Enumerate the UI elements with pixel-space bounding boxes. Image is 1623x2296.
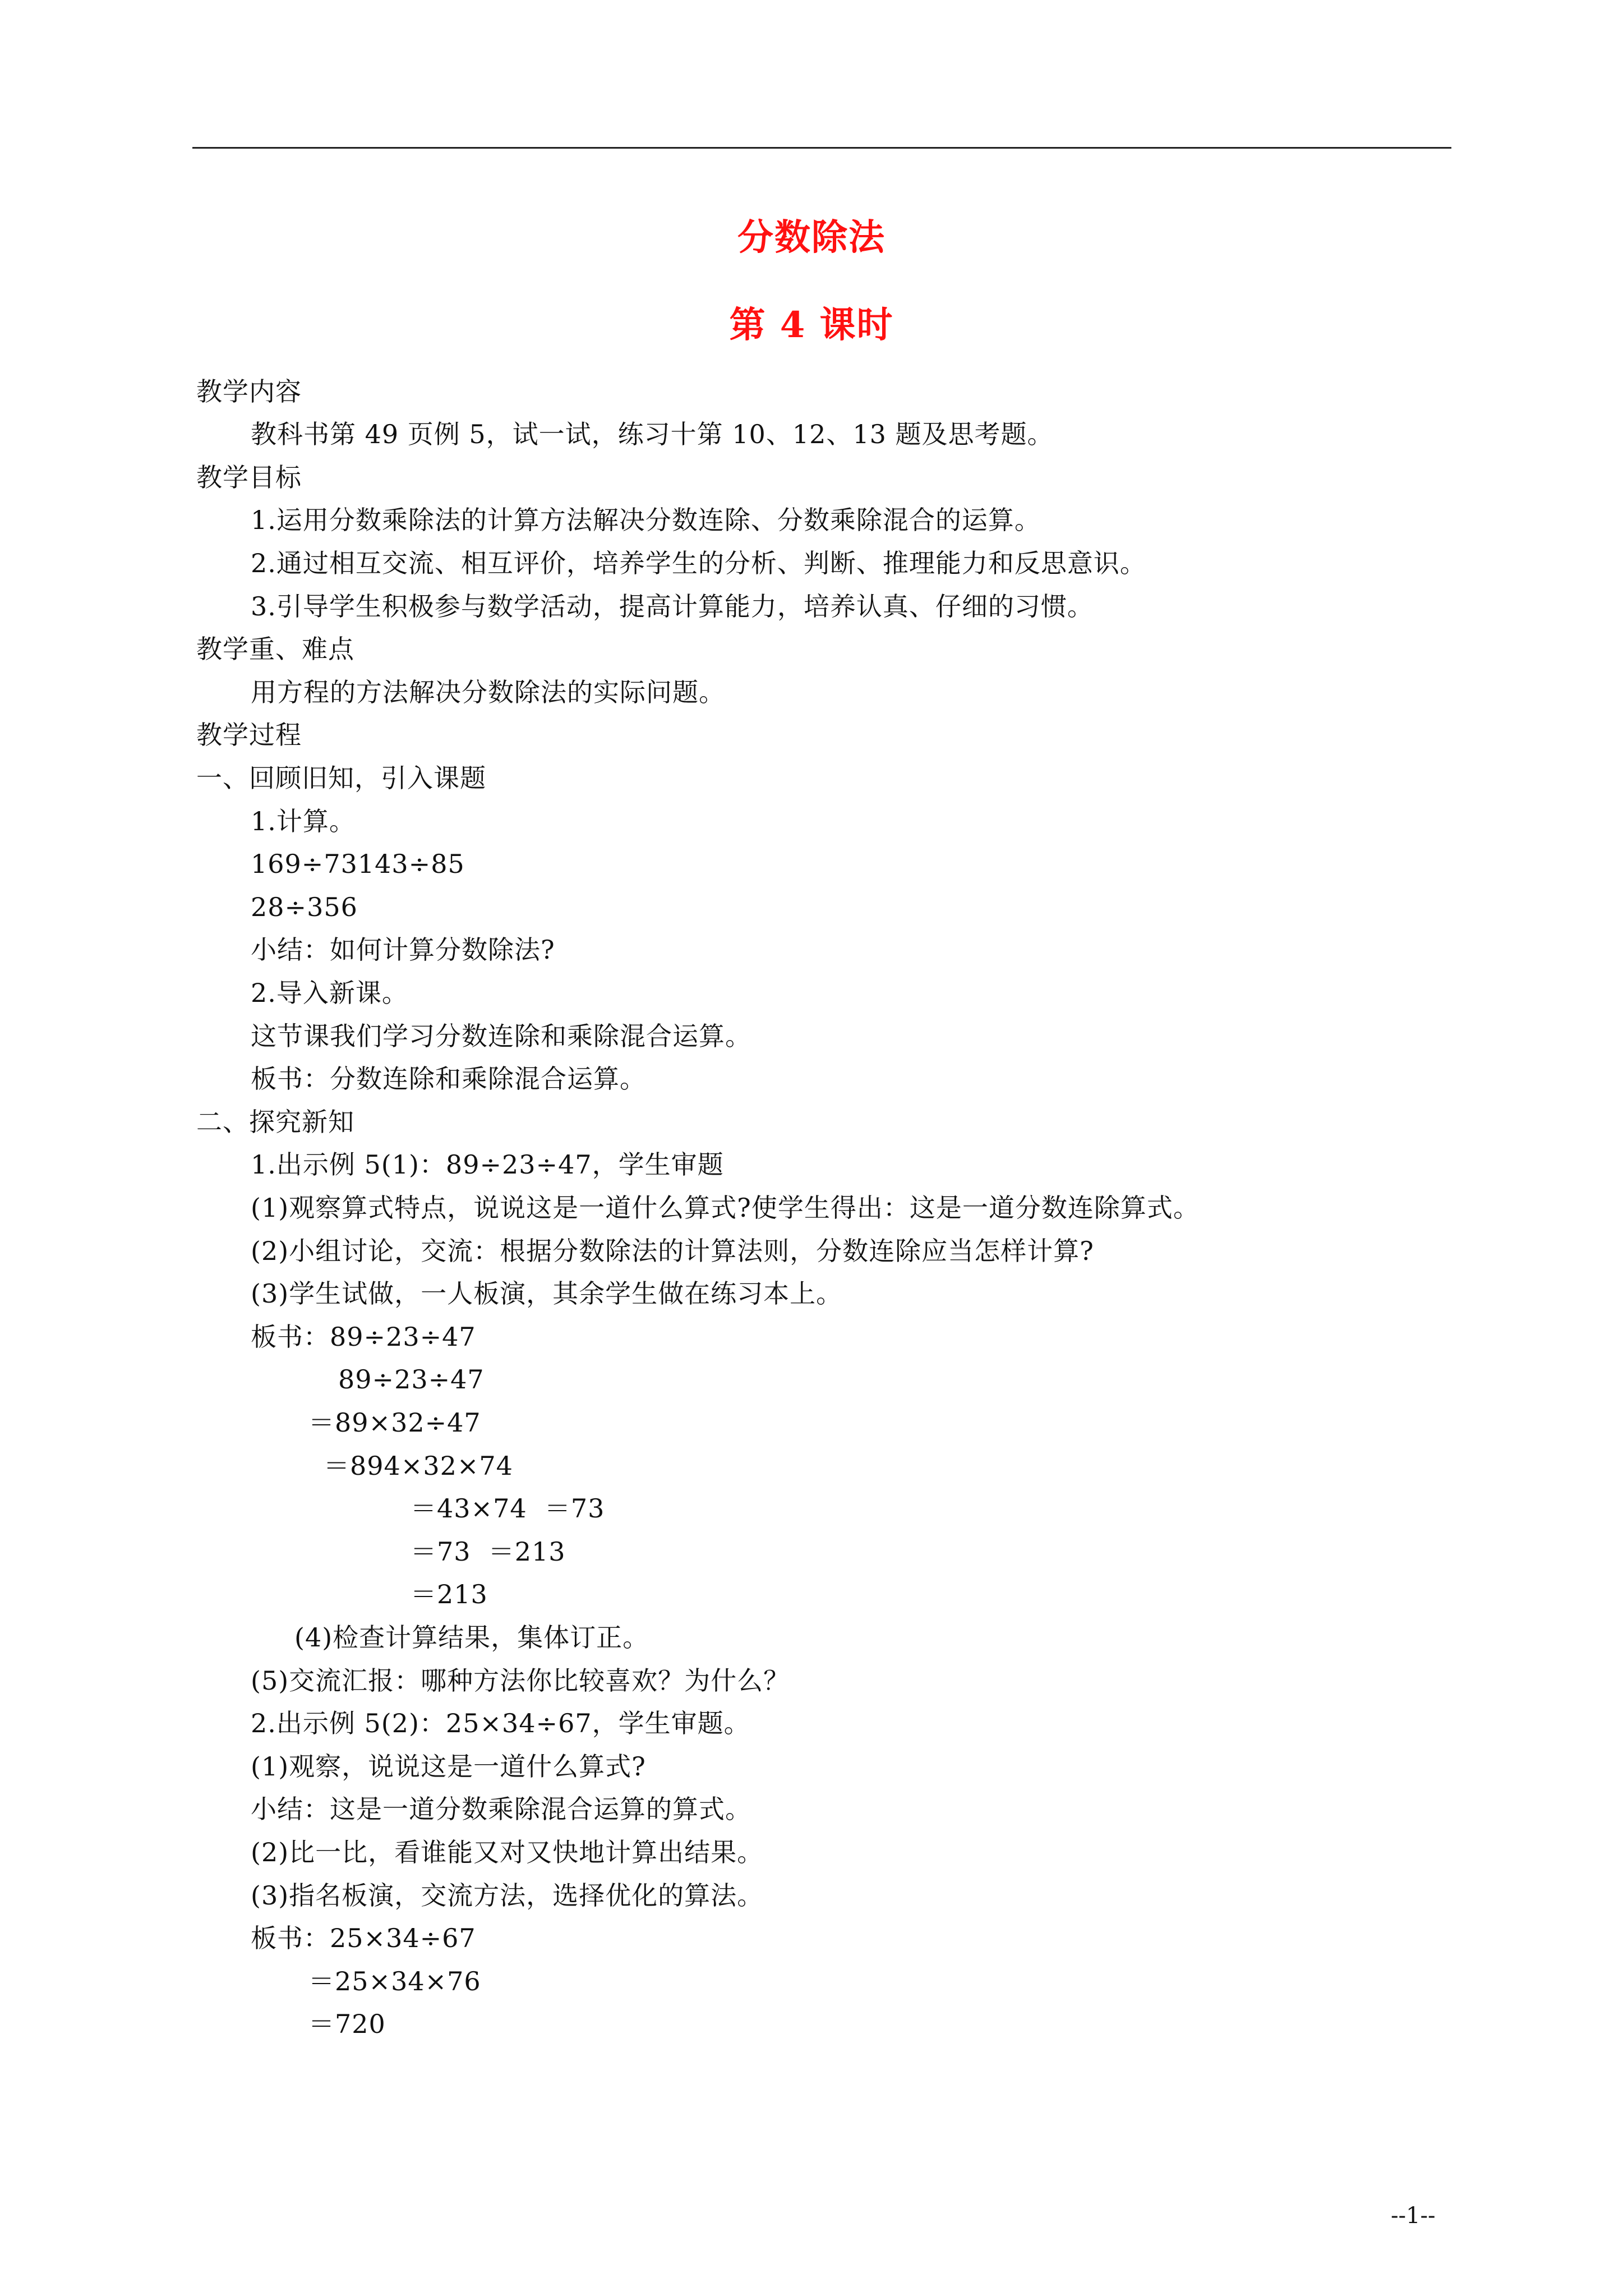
section-heading-explore: 二、探究新知	[196, 1107, 354, 1137]
math-line: 28÷356	[251, 892, 358, 922]
paragraph-line: 2.通过相互交流、相互评价，培养学生的分析、判断、推理能力和反思意识。	[251, 548, 1146, 578]
section-heading-process: 教学过程	[196, 720, 302, 750]
section-heading-goals: 教学目标	[196, 462, 302, 493]
paragraph-line: (1)观察，说说这是一道什么算式?	[251, 1751, 646, 1782]
section-heading-key-points: 教学重、难点	[196, 634, 354, 664]
math-line: 169÷73143÷85	[251, 849, 465, 879]
paragraph-line: 板书：分数连除和乘除混合运算。	[251, 1064, 646, 1094]
paragraph-line: 2.出示例 5(2)：25×34÷67，学生审题。	[251, 1708, 750, 1738]
math-line: ＝894×32×74	[324, 1451, 513, 1481]
math-line: ＝89×32÷47	[308, 1407, 481, 1438]
paragraph-line: (1)观察算式特点，说说这是一道什么算式?使学生得出：这是一道分数连除算式。	[251, 1193, 1200, 1223]
paragraph-line: 教科书第 49 页例 5，试一试，练习十第 10、12、13 题及思考题。	[251, 419, 1054, 449]
paragraph-line: (2)小组讨论，交流：根据分数除法的计算法则，分数连除应当怎样计算?	[251, 1236, 1094, 1266]
paragraph-line: (4)检查计算结果，集体订正。	[294, 1622, 649, 1653]
math-line: ＝25×34×76	[308, 1966, 481, 1996]
paragraph-line: (3)指名板演，交流方法，选择优化的算法。	[251, 1880, 764, 1911]
math-line: ＝213	[411, 1579, 488, 1609]
paragraph-line: (2)比一比，看谁能又对又快地计算出结果。	[251, 1837, 764, 1867]
paragraph-line: 3.引导学生积极参与数学活动，提高计算能力，培养认真、仔细的习惯。	[251, 591, 1094, 622]
paragraph-line: 1.出示例 5(1)：89÷23÷47，学生审题	[251, 1149, 724, 1180]
math-line: 89÷23÷47	[338, 1364, 485, 1395]
paragraph-line: 1.运用分数乘除法的计算方法解决分数连除、分数乘除混合的运算。	[251, 505, 1041, 535]
paragraph-line: 小结：这是一道分数乘除混合运算的算式。	[251, 1794, 751, 1824]
lesson-subtitle: 第 4 课时	[729, 304, 894, 346]
section-heading-review: 一、回顾旧知，引入课题	[196, 763, 486, 793]
math-line: ＝73 ＝213	[411, 1536, 566, 1567]
section-heading-content: 教学内容	[196, 376, 302, 407]
math-line: ＝720	[308, 2009, 386, 2039]
paragraph-line: 2.导入新课。	[251, 978, 408, 1008]
math-line: ＝43×74 ＝73	[411, 1493, 605, 1524]
math-line: 板书：25×34÷67	[251, 1923, 476, 1953]
document-title: 分数除法	[737, 217, 886, 259]
paragraph-line: 这节课我们学习分数连除和乘除混合运算。	[251, 1021, 751, 1051]
header-rule	[192, 147, 1451, 149]
page-number: --1--	[1391, 2203, 1436, 2229]
paragraph-line: 用方程的方法解决分数除法的实际问题。	[251, 677, 725, 707]
paragraph-line: (3)学生试做，一人板演，其余学生做在练习本上。	[251, 1278, 843, 1309]
math-line: 板书：89÷23÷47	[251, 1322, 476, 1352]
paragraph-line: 1.计算。	[251, 806, 356, 836]
paragraph-line: 小结：如何计算分数除法?	[251, 935, 555, 965]
paragraph-line: (5)交流汇报：哪种方法你比较喜欢？为什么？	[251, 1665, 790, 1696]
